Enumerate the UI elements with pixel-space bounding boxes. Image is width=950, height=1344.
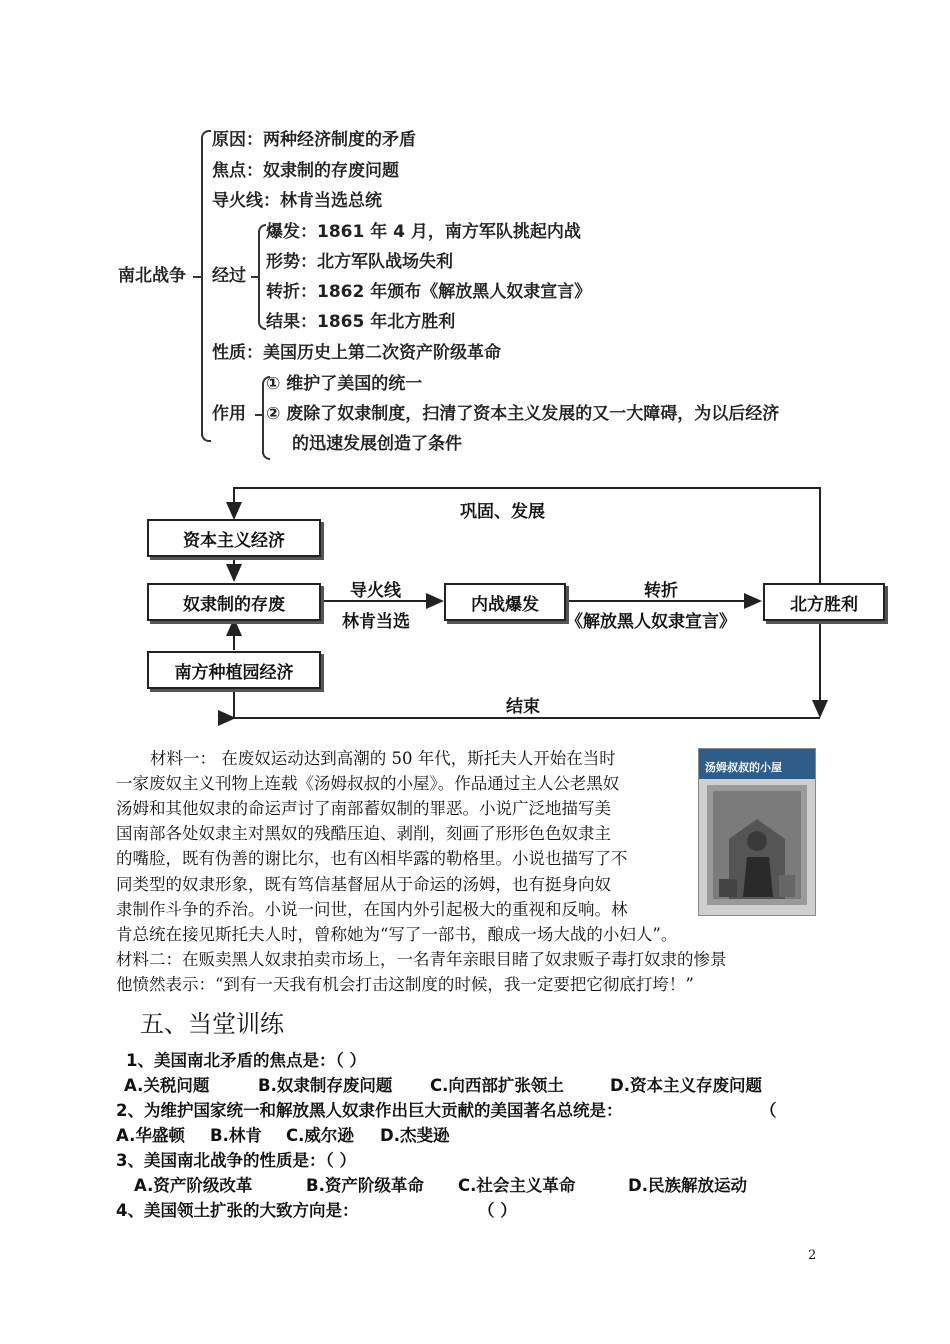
q2-option-b: B.林肯 — [210, 1126, 262, 1145]
q4-paren: （ ） — [478, 1201, 517, 1220]
q3-option-d: D.民族解放运动 — [628, 1176, 747, 1195]
outline-effect-1: ① 维护了美国的统一 — [266, 374, 423, 394]
q3-stem: 3、美国南北战争的性质是：（ ） — [116, 1151, 356, 1170]
flow-label-lincoln: 林肯当选 — [342, 612, 410, 632]
material-line-4: 国南部各处奴隶主对黑奴的残酷压迫、剥削，刻画了形形色色奴隶主 — [116, 824, 611, 843]
outline-focus: 焦点：奴隶制的存废问题 — [212, 161, 399, 181]
section-title: 五、当堂训练 — [140, 1010, 284, 1038]
flow-label-consolidate: 巩固、发展 — [460, 502, 545, 522]
book-cover-image — [698, 748, 816, 916]
q1-option-b: B.奴隶制存废问题 — [258, 1076, 393, 1095]
material-line-1: 材料一： 在废奴运动达到高潮的 50 年代，斯托夫人开始在当时 — [150, 749, 616, 768]
q3-option-a: A.资产阶级改革 — [134, 1176, 253, 1195]
material-line-10: 他愤然表示：“到有一天我有机会打击这制度的时候，我一定要把它彻底打垮！” — [116, 975, 694, 994]
flow-box-capitalism: 资本主义经济 — [147, 519, 321, 557]
outline-effect-3: 的迅速发展创造了条件 — [292, 434, 462, 454]
q2-stem: 2、为维护国家统一和解放黑人奴隶作出巨大贡献的美国著名总统是： — [116, 1101, 623, 1120]
material-line-8: 肯总统在接见斯托夫人时，曾称她为“写了一部书，酿成一场大战的小妇人”。 — [116, 925, 678, 944]
outline-cause: 原因：两种经济制度的矛盾 — [212, 130, 416, 150]
outline-effect-2: ② 废除了奴隶制度，扫清了资本主义发展的又一大障碍，为以后经济 — [266, 404, 780, 424]
q1-option-a: A.关税问题 — [124, 1076, 210, 1095]
material-line-9: 材料二：在贩卖黑人奴隶拍卖市场上，一名青年亲眼目睹了奴隶贩子毒打奴隶的惨景 — [116, 950, 727, 969]
outline-process-3: 转折：1862 年颁布《解放黑人奴隶宣言》 — [266, 282, 592, 302]
outline-effect-label: 作用 — [212, 404, 246, 424]
flow-label-proclamation: 《解放黑人奴隶宣言》 — [566, 612, 736, 632]
flow-box-victory: 北方胜利 — [763, 583, 885, 621]
material-line-2: 一家废奴主义刊物上连载《汤姆叔叔的小屋》。作品通过主人公老黑奴 — [116, 774, 620, 793]
outline-process-1: 爆发：1861 年 4 月，南方军队挑起内战 — [266, 222, 581, 242]
book-cover-title: 汤姆叔叔的小屋 — [705, 761, 782, 774]
flow-box-war: 内战爆发 — [444, 583, 566, 621]
q3-option-b: B.资产阶级革命 — [306, 1176, 424, 1195]
material-line-6: 同类型的奴隶形象，既有笃信基督屈从于命运的汤姆，也有挺身向奴 — [116, 875, 611, 894]
q4-stem: 4、美国领土扩张的大致方向是： — [116, 1201, 359, 1220]
q1-option-c: C.向西部扩张领土 — [430, 1076, 564, 1095]
flow-label-fuse: 导火线 — [350, 581, 401, 601]
material-line-3: 汤姆和其他奴隶的命运声讨了南部蓄奴制的罪恶。小说广泛地描写美 — [116, 799, 611, 818]
q2-option-a: A.华盛顿 — [116, 1126, 185, 1145]
flow-label-end: 结束 — [506, 697, 540, 717]
q3-option-c: C.社会主义革命 — [458, 1176, 576, 1195]
outline-process-2: 形势：北方军队战场失利 — [266, 252, 453, 272]
flow-label-turn: 转折 — [644, 581, 678, 601]
material-line-5: 的嘴脸，既有伪善的谢比尔，也有凶相毕露的勒格里。小说也描写了不 — [116, 849, 628, 868]
material-line-7: 隶制作斗争的乔治。小说一问世，在国内外引起极大的重视和反响。林 — [116, 900, 628, 919]
q2-option-d: D.杰斐逊 — [380, 1126, 450, 1145]
flow-box-slavery: 奴隶制的存废 — [147, 583, 321, 621]
outline-process-4: 结果：1865 年北方胜利 — [266, 312, 456, 332]
outline-process-label: 经过 — [212, 266, 246, 286]
outline-nature: 性质：美国历史上第二次资产阶级革命 — [212, 343, 501, 363]
q1-option-d: D.资本主义存废问题 — [610, 1076, 762, 1095]
q2-option-c: C.威尔逊 — [286, 1126, 354, 1145]
page-number: 2 — [808, 1248, 817, 1263]
q1-stem: 1、美国南北矛盾的焦点是：（ ） — [126, 1051, 366, 1070]
outline-root: 南北战争 — [118, 266, 186, 286]
outline-trigger: 导火线：林肯当选总统 — [212, 191, 382, 211]
q2-paren: （ — [760, 1101, 777, 1120]
flow-box-plantation: 南方种植园经济 — [147, 651, 321, 689]
